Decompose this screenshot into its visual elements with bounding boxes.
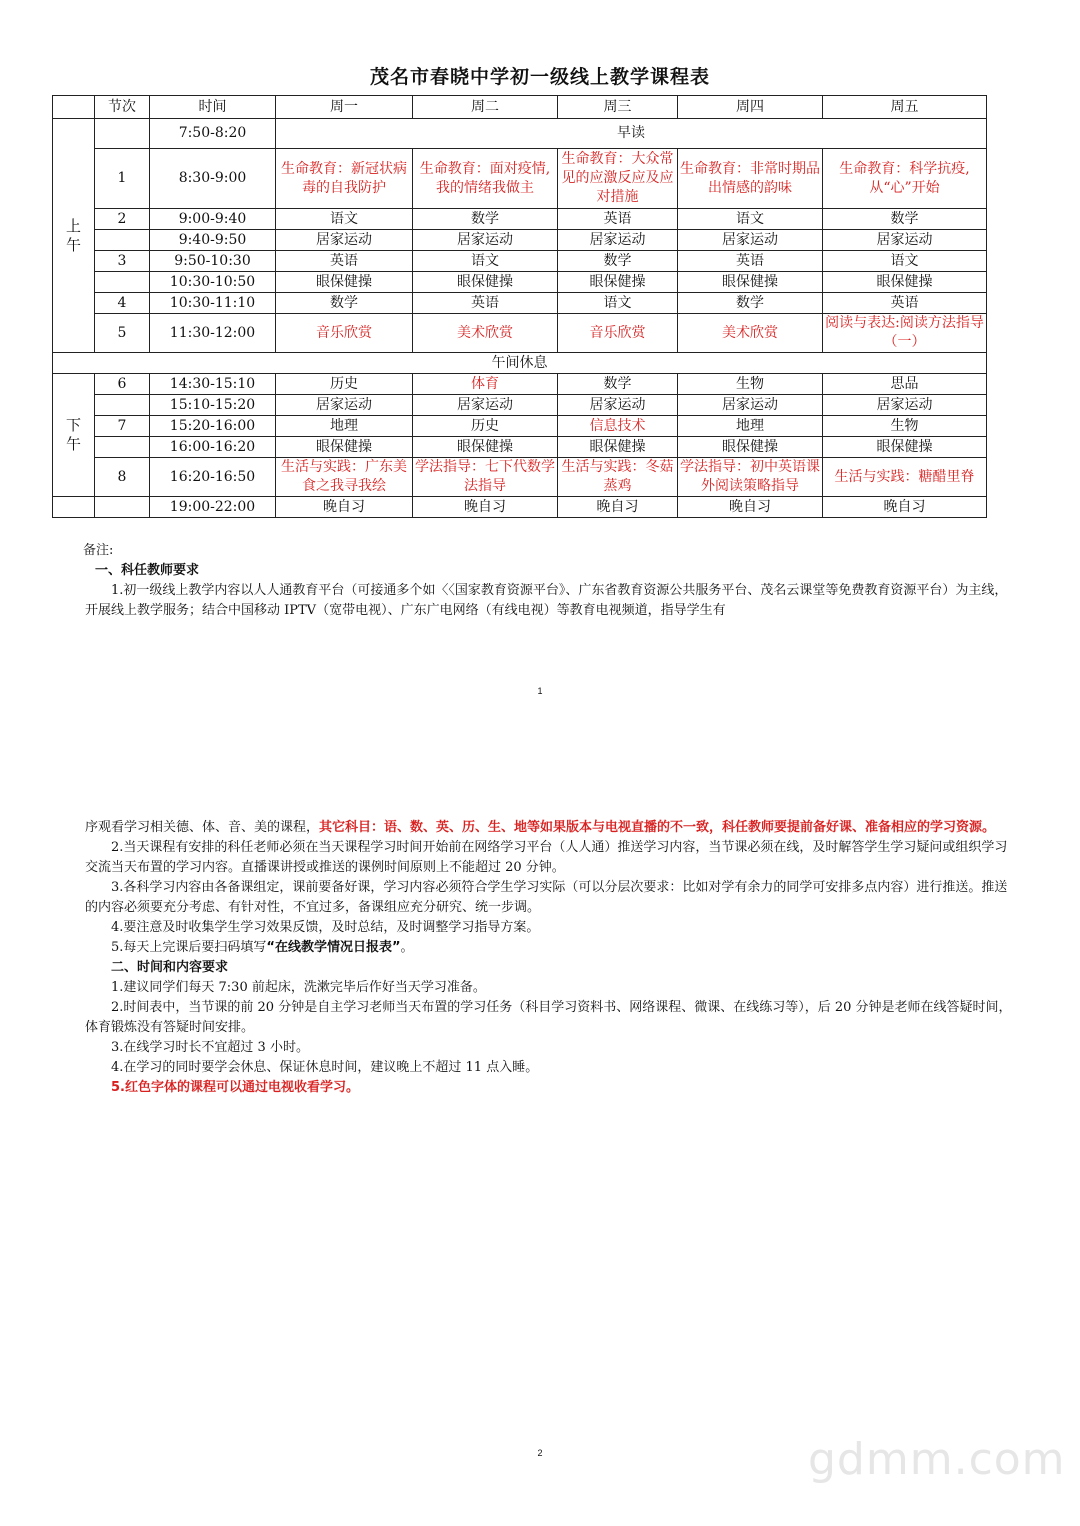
course-cell: 生活与实践：广东美食之我寻我绘	[276, 458, 413, 497]
header-cell: 周一	[276, 96, 413, 119]
course-cell: 英语	[558, 209, 678, 230]
time-cell: 9:40-9:50	[150, 230, 276, 251]
table-row	[53, 353, 987, 374]
header-cell: 周二	[413, 96, 558, 119]
course-cell: 生命教育：科学抗疫,从“心”开始	[823, 149, 987, 209]
course-cell: 生命教育：非常时期品出情感的韵味	[678, 149, 823, 209]
notes-page1	[85, 541, 1015, 621]
notes-label: 备注:	[83, 543, 114, 558]
morning-read-cell: 早读	[276, 119, 987, 149]
page-number-1: 1	[537, 686, 543, 696]
table-row	[53, 437, 987, 458]
time-cell: 15:10-15:20	[150, 395, 276, 416]
course-cell: 阅读与表达:阅读方法指导（一）	[823, 314, 987, 353]
schedule-table	[52, 95, 987, 518]
course-cell: 生活与实践：冬菇蒸鸡	[558, 458, 678, 497]
course-cell: 数学	[558, 374, 678, 395]
course-cell: 晚自习	[558, 497, 678, 518]
s2-note4: 4.在学习的同时要学会休息、保证休息时间，建议晚上不超过 11 点入睡。	[111, 1060, 539, 1075]
course-cell: 生命教育：面对疫情,我的情绪我做主	[413, 149, 558, 209]
course-cell: 居家运动	[276, 395, 413, 416]
note5-end: 。	[400, 940, 414, 955]
course-cell: 生命教育：新冠状病毒的自我防护	[276, 149, 413, 209]
watermark: gdmm.com	[808, 1434, 1066, 1485]
course-cell: 语文	[823, 251, 987, 272]
page-title: 茂名市春晓中学初一级线上教学课程表	[369, 66, 710, 88]
course-cell: 居家运动	[276, 230, 413, 251]
course-cell: 眼保健操	[276, 272, 413, 293]
table-row	[53, 230, 987, 251]
table-row	[53, 497, 987, 518]
page-number-2: 2	[537, 1448, 543, 1458]
note5-bold: “在线教学情况日报表”	[266, 940, 401, 955]
time-cell: 9:50-10:30	[150, 251, 276, 272]
period-cell	[95, 437, 150, 458]
note1-part2	[85, 818, 1015, 838]
note3: 3.各科学习内容由各备课组定，课前要备好课，学习内容必须符合学生学习实际（可以分层次要求：比如对学有余力的同学可安排多点内容）进行推送。推送的内容必须要充分考虑、有针对性，不宜过多，备课组应充分研究、统一步调。	[85, 880, 1008, 915]
period-cell: 2	[95, 209, 150, 230]
course-cell: 历史	[413, 416, 558, 437]
course-cell: 生物	[823, 416, 987, 437]
time-cell: 8:30-9:00	[150, 149, 276, 209]
course-cell: 生物	[678, 374, 823, 395]
table-row	[53, 293, 987, 314]
table-row	[53, 119, 987, 149]
header-cell: 周三	[558, 96, 678, 119]
course-cell: 美术欣赏	[413, 314, 558, 353]
course-cell: 历史	[276, 374, 413, 395]
time-cell: 15:20-16:00	[150, 416, 276, 437]
header-cell	[53, 96, 95, 119]
course-cell: 晚自习	[823, 497, 987, 518]
period-cell	[95, 395, 150, 416]
course-cell: 眼保健操	[678, 272, 823, 293]
course-cell: 学法指导：初中英语课外阅读策略指导	[678, 458, 823, 497]
course-cell: 居家运动	[823, 230, 987, 251]
course-cell: 眼保健操	[558, 437, 678, 458]
period-cell: 8	[95, 458, 150, 497]
course-cell: 居家运动	[678, 230, 823, 251]
note4: 4.要注意及时收集学生学习效果反馈，及时总结，及时调整学习指导方案。	[111, 920, 540, 935]
period-cell	[95, 272, 150, 293]
course-cell: 数学	[558, 251, 678, 272]
course-cell: 居家运动	[823, 395, 987, 416]
am-label: 上 午	[53, 119, 95, 353]
course-cell: 眼保健操	[413, 272, 558, 293]
period-cell: 1	[95, 149, 150, 209]
course-cell: 学法指导：七下代数学法指导	[413, 458, 558, 497]
note1-part2-plain: 序观看学习相关德、体、音、美的课程，	[85, 820, 320, 835]
note1-part1: 1.初一级线上教学内容以人人通教育平台（可接通多个如〈〈国家教育资源平台》、广东省教育资源公共服务平台、茂名云课堂等免费教育资源平台）为主线，开展线上教学服务；结合中国移动 IPTV（宽带电视）、广东广电网络（有线电视）等教育电视频道，指导学生有	[85, 583, 1008, 618]
course-cell: 数学	[823, 209, 987, 230]
course-cell: 思品	[823, 374, 987, 395]
course-cell: 数学	[678, 293, 823, 314]
notes-page2	[85, 818, 1015, 1098]
period-cell	[95, 230, 150, 251]
course-cell: 生活与实践：糖醋里脊	[823, 458, 987, 497]
course-cell: 美术欣赏	[678, 314, 823, 353]
course-cell: 语文	[276, 209, 413, 230]
s2-note1: 1.建议同学们每天 7:30 前起床，洗漱完毕后作好当天学习准备。	[111, 980, 486, 995]
course-cell: 居家运动	[558, 230, 678, 251]
course-cell: 眼保健操	[413, 437, 558, 458]
blank-cell	[53, 497, 95, 518]
course-cell: 体育	[413, 374, 558, 395]
table-row	[53, 251, 987, 272]
course-cell: 眼保健操	[823, 272, 987, 293]
time-cell: 16:20-16:50	[150, 458, 276, 497]
table-row	[53, 374, 987, 395]
course-cell: 眼保健操	[823, 437, 987, 458]
course-cell: 居家运动	[413, 395, 558, 416]
table-row	[53, 149, 987, 209]
table-row	[53, 96, 987, 119]
period-cell: 4	[95, 293, 150, 314]
noon-break-cell: 午间休息	[53, 353, 987, 374]
time-cell: 16:00-16:20	[150, 437, 276, 458]
course-cell: 信息技术	[558, 416, 678, 437]
course-cell: 英语	[678, 251, 823, 272]
course-cell: 眼保健操	[558, 272, 678, 293]
table-row	[53, 458, 987, 497]
period-cell: 3	[95, 251, 150, 272]
course-cell: 语文	[678, 209, 823, 230]
s2-note5: 5.红色字体的课程可以通过电视收看学习。	[111, 1080, 359, 1095]
header-cell: 节次	[95, 96, 150, 119]
time-cell: 10:30-10:50	[150, 272, 276, 293]
course-cell: 音乐欣赏	[276, 314, 413, 353]
course-cell: 居家运动	[678, 395, 823, 416]
course-cell: 数学	[413, 209, 558, 230]
note1-part2-red: 其它科目：语、数、英、历、生、地等如果版本与电视直播的不一致，科任教师要提前备好课、准备相应的学习资源。	[319, 820, 996, 835]
period-cell	[95, 119, 150, 149]
course-cell: 音乐欣赏	[558, 314, 678, 353]
s2-note2: 2.时间表中，当节课的前 20 分钟是自主学习老师当天布置的学习任务（科目学习资料书、网络课程、微课、在线练习等），后 20 分钟是老师在线答疑时间，体育锻炼没有答疑时间安排。	[85, 1000, 1012, 1035]
time-cell: 9:00-9:40	[150, 209, 276, 230]
period-cell: 7	[95, 416, 150, 437]
note5	[85, 938, 1015, 958]
table-row	[53, 395, 987, 416]
table-row	[53, 416, 987, 437]
course-cell: 晚自习	[413, 497, 558, 518]
table-row	[53, 314, 987, 353]
period-cell	[95, 497, 150, 518]
header-cell: 时间	[150, 96, 276, 119]
course-cell: 晚自习	[276, 497, 413, 518]
course-cell: 晚自习	[678, 497, 823, 518]
course-cell: 英语	[276, 251, 413, 272]
course-cell: 地理	[276, 416, 413, 437]
course-cell: 数学	[276, 293, 413, 314]
course-cell: 语文	[558, 293, 678, 314]
s2-note3: 3.在线学习时长不宜超过 3 小时。	[111, 1040, 309, 1055]
course-cell: 居家运动	[558, 395, 678, 416]
table-row	[53, 209, 987, 230]
course-cell: 语文	[413, 251, 558, 272]
course-cell: 英语	[823, 293, 987, 314]
course-cell: 地理	[678, 416, 823, 437]
time-cell: 19:00-22:00	[150, 497, 276, 518]
time-cell: 11:30-12:00	[150, 314, 276, 353]
pm-label: 下 午	[53, 374, 95, 497]
header-cell: 周四	[678, 96, 823, 119]
time-cell: 14:30-15:10	[150, 374, 276, 395]
course-cell: 眼保健操	[276, 437, 413, 458]
section1-title: 一、科任教师要求	[95, 563, 200, 578]
header-cell: 周五	[823, 96, 987, 119]
note2: 2.当天课程有安排的科任老师必须在当天课程学习时间开始前在网络学习平台（人人通）推送学习内容，当节课必须在线，及时解答学生学习疑问或组织学习交流当天布置的学习内容。直播课讲授或推送的课例时间原则上不能超过 20 分钟。	[85, 840, 1008, 875]
period-cell: 5	[95, 314, 150, 353]
note5-plain: 5.每天上完课后要扫码填写	[111, 940, 267, 955]
course-cell: 居家运动	[413, 230, 558, 251]
section2-title: 二、时间和内容要求	[111, 960, 229, 975]
time-cell: 10:30-11:10	[150, 293, 276, 314]
table-row	[53, 272, 987, 293]
course-cell: 眼保健操	[678, 437, 823, 458]
course-cell: 英语	[413, 293, 558, 314]
course-cell: 生命教育：大众常见的应激反应及应对措施	[558, 149, 678, 209]
period-cell: 6	[95, 374, 150, 395]
time-cell: 7:50-8:20	[150, 119, 276, 149]
